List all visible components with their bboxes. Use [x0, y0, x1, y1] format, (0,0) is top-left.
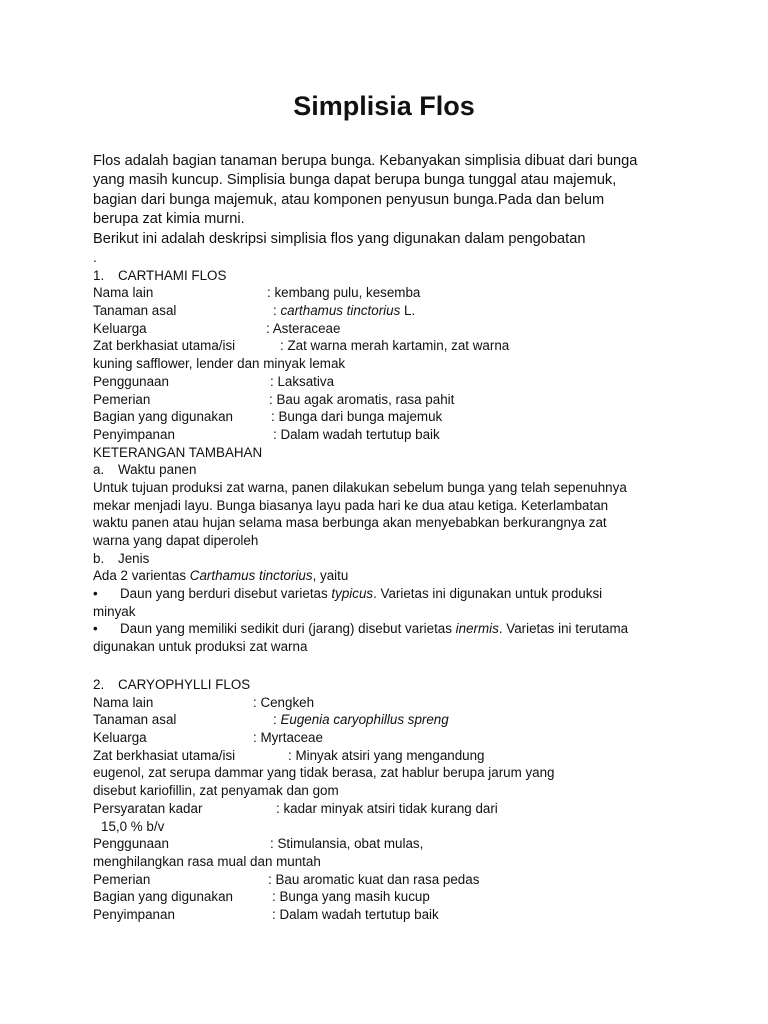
bullet-continuation: minyak — [93, 603, 136, 619]
field-label: Keluarga — [93, 320, 147, 336]
italic-run: typicus — [331, 586, 374, 602]
paragraph-line: Untuk tujuan produksi zat warna, panen dilakukan sebelum bunga yang telah sepenuhnya — [93, 479, 627, 495]
field-label: Penggunaan — [93, 373, 169, 389]
field-continuation: menghilangkan rasa mual dan muntah — [93, 853, 321, 869]
field-pemerian — [93, 391, 628, 409]
field-label: Pemerian — [93, 871, 151, 887]
bullet-continuation: digunakan untuk produksi zat warna — [93, 639, 308, 655]
paragraph-line — [93, 567, 628, 585]
field-value: : Zat warna merah kartamin, zat warna — [280, 338, 510, 354]
field-continuation: eugenol, zat serupa dammar yang tidak berasa, zat hablur berupa jarum yang — [93, 765, 555, 781]
field-value: : Stimulansia, obat mulas, — [270, 836, 424, 852]
subsection-letter: b. — [93, 550, 105, 566]
field-value-italic: carthamus tinctorius — [280, 303, 401, 319]
page-title: Simplisia Flos — [293, 91, 475, 121]
field-value: : Bunga dari bunga majemuk — [271, 409, 443, 425]
field-penyimpanan — [93, 426, 628, 444]
section-number: 1. — [93, 267, 105, 283]
field-bagian — [93, 408, 628, 426]
field-value — [273, 711, 449, 729]
intro-dot: . — [93, 250, 97, 265]
subsection-b-heading — [93, 550, 628, 568]
field-label: Bagian yang digunakan — [93, 889, 233, 905]
field-zat-berkhasiat — [93, 337, 628, 355]
text-run: . Varietas ini terutama — [498, 621, 629, 637]
field-pemerian — [93, 871, 555, 889]
field-value-suffix: L. — [400, 303, 416, 319]
field-zat-berkhasiat — [93, 747, 555, 765]
field-value: : Laksativa — [270, 373, 335, 389]
field-value — [273, 302, 415, 320]
paragraph-line: mekar menjadi layu. Bunga biasanya layu pada hari ke dua atau ketiga. Keterlambatan — [93, 497, 609, 513]
field-tanaman-asal — [93, 711, 555, 729]
field-label: Pemerian — [93, 391, 151, 407]
text-run: . Varietas ini digunakan untuk produksi — [373, 586, 603, 602]
field-label: Keluarga — [93, 730, 147, 746]
bullet-item — [93, 620, 628, 638]
field-label: Penyimpanan — [93, 426, 175, 442]
subsection-title: Jenis — [118, 550, 150, 566]
field-value: : Asteraceae — [266, 320, 341, 336]
intro-second-line: Berikut ini adalah deskripsi simplisia flos yang digunakan dalam pengobatan — [93, 230, 586, 247]
field-value: : Dalam wadah tertutup baik — [272, 906, 439, 922]
section-title: CARYOPHYLLI FLOS — [118, 677, 251, 692]
field-value: : Bunga yang masih kucup — [272, 889, 430, 905]
field-label: Zat berkhasiat utama/isi — [93, 747, 236, 763]
field-label: Penggunaan — [93, 836, 169, 852]
paragraph-line: warna yang dapat diperoleh — [93, 533, 259, 548]
paragraph-line: waktu panen atau hujan selama masa berbunga akan menyebabkan berkurangnya zat — [93, 515, 607, 531]
bullet-icon: • — [93, 586, 98, 602]
text-run: Daun yang memiliki sedikit duri (jarang) disebut varietas — [120, 621, 456, 637]
field-value-prefix: : — [273, 303, 281, 319]
field-nama-lain — [93, 284, 628, 302]
field-continuation: kuning safflower, lender dan minyak lemak — [93, 356, 346, 372]
section-number: 2. — [93, 677, 105, 692]
field-label: Penyimpanan — [93, 906, 175, 922]
field-value: : Bau aromatic kuat dan rasa pedas — [268, 871, 480, 887]
field-tanaman-asal — [93, 302, 628, 320]
intro-line: berupa zat kimia murni. — [93, 211, 245, 228]
field-label: Nama lain — [93, 285, 154, 301]
field-penggunaan — [93, 835, 555, 853]
field-value: : Bau agak aromatis, rasa pahit — [269, 391, 455, 407]
field-value: : kembang pulu, kesemba — [267, 285, 421, 301]
intro-line: yang masih kuncup. Simplisia bunga dapat berupa bunga tunggal atau majemuk, — [93, 172, 617, 189]
section-caryophylli — [93, 676, 555, 924]
field-label: Zat berkhasiat utama/isi — [93, 338, 236, 354]
intro-line: Flos adalah bagian tanaman berupa bunga. Kebanyakan simplisia dibuat dari bunga — [93, 153, 638, 169]
field-penggunaan — [93, 373, 628, 391]
field-penyimpanan — [93, 906, 555, 924]
bullet-item — [93, 585, 628, 603]
italic-run: Carthamus tinctorius — [189, 568, 313, 584]
field-keluarga — [93, 320, 628, 338]
field-value: : Cengkeh — [253, 694, 315, 710]
italic-run: inermis — [455, 621, 499, 637]
field-label: Tanaman asal — [93, 712, 177, 728]
intro-text — [93, 152, 683, 249]
field-value: : Myrtaceae — [253, 730, 323, 746]
field-label: Persyaratan kadar — [93, 800, 203, 816]
subsection-a-heading — [93, 461, 628, 479]
section-title: CARTHAMI FLOS — [118, 267, 227, 283]
subsection-letter: a. — [93, 462, 105, 478]
subsection-title: Waktu panen — [118, 462, 197, 478]
field-label: Nama lain — [93, 694, 154, 710]
field-value: : kadar minyak atsiri tidak kurang dari — [276, 800, 498, 816]
field-value: : Dalam wadah tertutup baik — [273, 426, 440, 442]
keterangan-heading: KETERANGAN TAMBAHAN — [93, 444, 263, 460]
field-nama-lain — [93, 694, 555, 712]
field-bagian — [93, 888, 555, 906]
field-value-prefix: : — [273, 712, 281, 728]
section-heading — [93, 676, 555, 694]
text-run: Daun yang berduri disebut varietas — [120, 586, 332, 602]
field-label: Bagian yang digunakan — [93, 409, 233, 425]
section-carthami — [93, 249, 628, 656]
field-keluarga — [93, 729, 555, 747]
field-continuation: 15,0 % b/v — [101, 818, 165, 834]
field-label: Tanaman asal — [93, 303, 177, 319]
text-run: Ada 2 varientas — [93, 568, 190, 584]
field-persyaratan — [93, 800, 555, 818]
text-run: , yaitu — [312, 568, 349, 584]
field-value: : Minyak atsiri yang mengandung — [288, 747, 485, 763]
intro-line: bagian dari bunga majemuk, atau komponen penyusun bunga.Pada dan belum — [93, 191, 605, 208]
field-value-italic: Eugenia caryophillus spreng — [280, 712, 449, 728]
field-continuation: disebut kariofillin, zat penyamak dan gom — [93, 783, 339, 799]
bullet-icon: • — [93, 621, 98, 637]
section-heading — [93, 267, 628, 285]
